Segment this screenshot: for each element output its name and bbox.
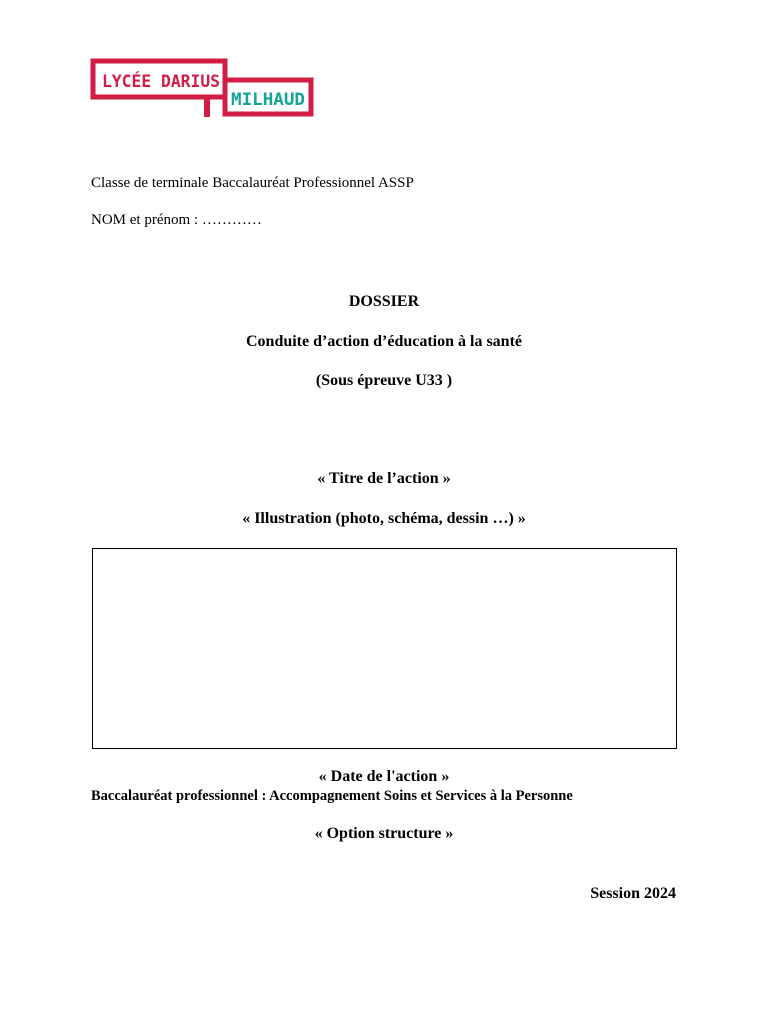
action-date-placeholder: « Date de l'action »	[318, 768, 450, 785]
document-title: DOSSIER	[348, 293, 420, 310]
logo-line1: LYCÉE DARIUS	[102, 72, 225, 92]
bac-pro-line: Baccalauréat professionnel : Accompagnement Soins et Services à la Personne	[91, 788, 573, 804]
session-year: Session 2024	[590, 885, 676, 902]
document-subtitle: Conduite d’action d’éducation à la santé	[245, 333, 523, 350]
logo-line2: MILHAUD	[231, 90, 305, 110]
illustration-box	[92, 548, 677, 749]
exam-reference: (Sous épreuve U33 )	[315, 372, 453, 389]
name-field-line: NOM et prénom : …………	[91, 212, 262, 228]
class-line: Classe de terminale Baccalauréat Professionnel ASSP	[91, 175, 414, 191]
school-logo-graphic	[90, 58, 320, 122]
action-title-placeholder: « Titre de l’action »	[317, 470, 451, 487]
illustration-label: « Illustration (photo, schéma, dessin …) »	[242, 510, 526, 527]
school-logo	[90, 58, 320, 122]
option-line: « Option structure »	[314, 825, 454, 842]
